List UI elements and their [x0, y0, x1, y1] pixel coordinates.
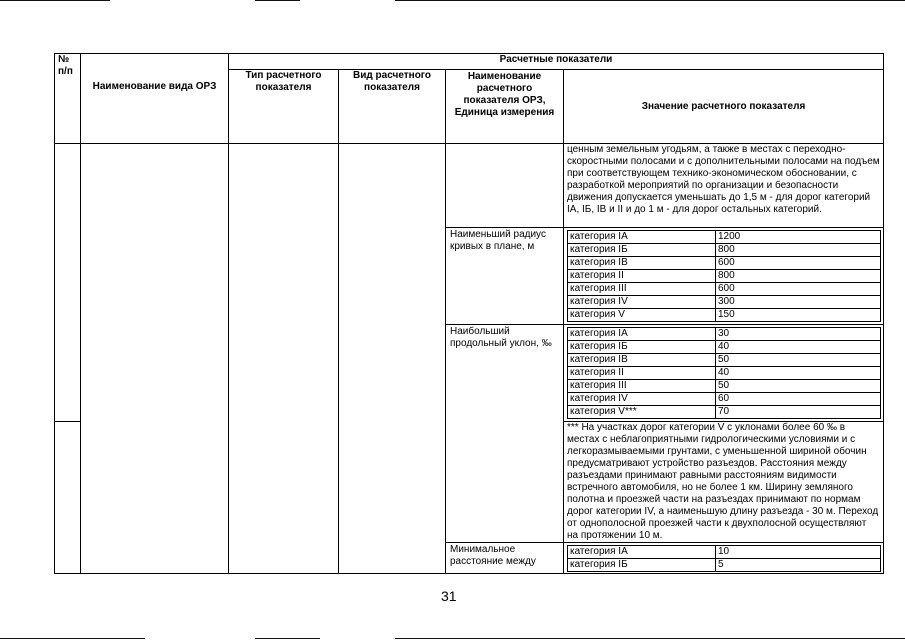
header-value: Значение расчетного показателя: [564, 70, 884, 144]
slope-subtable: [567, 327, 881, 419]
header-calc-kind: Вид расчетного показателя: [339, 70, 446, 144]
slope-row-ib-cyr: [568, 341, 881, 354]
radius-row-iii: [568, 283, 881, 296]
category-value: 600: [716, 283, 881, 296]
slope-row-iv: [568, 393, 881, 406]
category-label: категория V***: [568, 406, 716, 419]
min-distance-row-ia: [568, 546, 881, 559]
category-label: категория IV: [568, 296, 716, 309]
category-label: категория II: [568, 270, 716, 283]
category-label: категория II: [568, 367, 716, 380]
header-calc-type: Тип расчетного показателя: [229, 70, 339, 144]
num-cell-lower: [55, 422, 81, 574]
slope-row-iii: [568, 380, 881, 393]
min-distance-subtable: [567, 545, 881, 572]
category-value: 50: [716, 354, 881, 367]
continued-row: [55, 144, 884, 228]
param-cell-continued: [446, 144, 564, 228]
scan-edge-bottom-left: [0, 638, 145, 639]
category-value: 5: [716, 559, 881, 572]
category-value: 60: [716, 393, 881, 406]
radius-row-ib-cyr: [568, 244, 881, 257]
min-distance-row-ib-cyr: [568, 559, 881, 572]
slope-row-ib: [568, 354, 881, 367]
category-value: 40: [716, 367, 881, 380]
slope-row-ia: [568, 328, 881, 341]
category-value: 50: [716, 380, 881, 393]
category-label: категория V: [568, 309, 716, 322]
radius-label: Наименьший радиус кривых в плане, м: [446, 228, 564, 325]
page-number: 31: [441, 588, 457, 604]
radius-values: [564, 228, 884, 325]
slope-values: [564, 325, 884, 422]
slope-note: *** На участках дорог категории V с уклонами более 60 ‰ в местах с неблагоприятными гидрологическими условиями и с легкоразмываемыми грунтами, с уменьшенной шириной обочин предусматривают устройство разъездов. Расстояния между разъездами принимают равными расстояниям видимости встречного автомобиля, но не более 1 км. Ширину земляного полотна и проезжей части на разъездах принимают по нормам дорог категории IV, а наименьшую длину разъезда - 30 м. Переход от однополосной проезжей части к двухполосной осуществляют на протяжении 10 м.: [564, 422, 884, 543]
scan-edge-top-right: [395, 0, 905, 1]
category-value: 800: [716, 244, 881, 257]
scan-edge-top-left: [0, 0, 110, 1]
radius-row-ia: [568, 231, 881, 244]
header-param-name: Наименование расчетного показателя ОРЗ, Единица измерения: [446, 70, 564, 144]
min-distance-values: [564, 543, 884, 574]
category-value: 600: [716, 257, 881, 270]
radius-row-ii: [568, 270, 881, 283]
category-label: категория IA: [568, 546, 716, 559]
continued-text: ценным земельным угодьям, а также в местах с переходно-скоростными полосами и с дополнительными полосами на подъем при соответствующем технико-экономическом обосновании, с разработкой мероприятий по организации и безопасности движения допускается уменьшать до 1,5 м - для дорог категорий IA, IБ, IB и II и до 1 м - для дорог остальных категорий.: [564, 144, 884, 228]
category-value: 150: [716, 309, 881, 322]
category-value: 10: [716, 546, 881, 559]
radius-subtable: [567, 230, 881, 322]
category-label: категория IБ: [568, 244, 716, 257]
scan-edge-top-mid: [255, 0, 300, 1]
indicators-table: [54, 53, 884, 574]
category-value: 40: [716, 341, 881, 354]
radius-row-ib: [568, 257, 881, 270]
scan-edge-bottom-right: [395, 638, 905, 639]
category-label: категория IB: [568, 257, 716, 270]
category-value: 300: [716, 296, 881, 309]
header-calc-group: Расчетные показатели: [229, 54, 884, 70]
category-label: категория IA: [568, 328, 716, 341]
header-orz-type: Наименование вида ОРЗ: [81, 54, 229, 144]
orz-type-cell: [81, 144, 229, 574]
category-label: категория IV: [568, 393, 716, 406]
category-label: категория IB: [568, 354, 716, 367]
category-label: категория IБ: [568, 559, 716, 572]
category-value: 70: [716, 406, 881, 419]
header-num: № п/п: [55, 54, 81, 144]
category-label: категория IБ: [568, 341, 716, 354]
header-row-1: [55, 54, 884, 70]
category-label: категория IA: [568, 231, 716, 244]
category-value: 800: [716, 270, 881, 283]
calc-type-cell: [229, 144, 339, 574]
radius-row-v: [568, 309, 881, 322]
slope-row-v: [568, 406, 881, 419]
category-label: категория III: [568, 283, 716, 296]
num-cell-upper: [55, 144, 81, 422]
slope-label: Наибольший продольный уклон, ‰: [446, 325, 564, 543]
radius-row-iv: [568, 296, 881, 309]
category-label: категория III: [568, 380, 716, 393]
scan-edge-bottom-mid: [255, 638, 320, 639]
min-distance-label: Минимальное расстояние между: [446, 543, 564, 574]
category-value: 1200: [716, 231, 881, 244]
slope-row-ii: [568, 367, 881, 380]
calc-kind-cell: [339, 144, 446, 574]
category-value: 30: [716, 328, 881, 341]
